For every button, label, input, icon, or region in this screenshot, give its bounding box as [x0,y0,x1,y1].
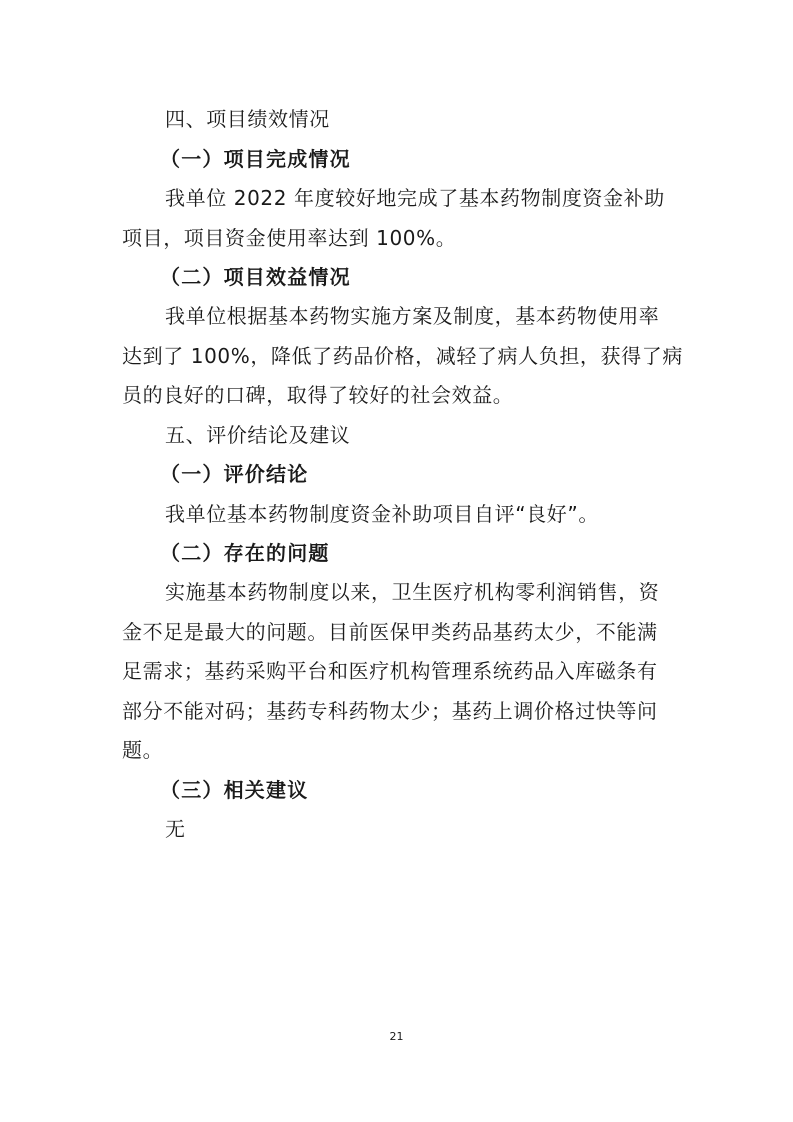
section-4-2-paragraph-line-1: 我单位根据基本药物实施方案及制度，基本药物使用率 [165,304,660,328]
section-5-2-paragraph-line-1: 实施基本药物制度以来，卫生医疗机构零利润销售，资 [165,580,660,604]
section-5-2-paragraph-line-2: 金不足是最大的问题。目前医保甲类药品基药太少，不能满 [122,620,658,644]
section-5-heading: 五、评价结论及建议 [165,423,351,447]
section-5-2-heading: （二）存在的问题 [160,541,330,565]
section-4-1-heading: （一）项目完成情况 [160,147,351,171]
section-4-1-paragraph-line-2: 项目，项目资金使用率达到 100%。 [122,226,457,250]
section-5-1-heading: （一）评价结论 [160,462,309,486]
section-4-1-paragraph-line-1: 我单位 2022 年度较好地完成了基本药物制度资金补助 [165,186,665,210]
section-5-2-paragraph-line-5: 题。 [122,738,164,762]
section-5-3-paragraph-line-1: 无 [165,817,186,841]
section-5-3-heading: （三）相关建议 [160,778,309,802]
section-4-2-paragraph-line-2: 达到了 100%，降低了药品价格，减轻了病人负担，获得了病 [122,344,683,368]
section-4-heading: 四、项目绩效情况 [165,107,330,131]
section-5-2-paragraph-line-3: 足需求；基药采购平台和医疗机构管理系统药品入库磁条有 [122,659,658,683]
section-4-2-paragraph-line-3: 员的良好的口碑，取得了较好的社会效益。 [122,383,514,407]
section-5-1-paragraph-line-1: 我单位基本药物制度资金补助项目自评“良好”。 [165,502,599,526]
section-5-2-paragraph-line-4: 部分不能对码；基药专科药物太少；基药上调价格过快等问 [122,699,658,723]
section-4-2-heading: （二）项目效益情况 [160,265,351,289]
page-number: 21 [389,1030,404,1043]
